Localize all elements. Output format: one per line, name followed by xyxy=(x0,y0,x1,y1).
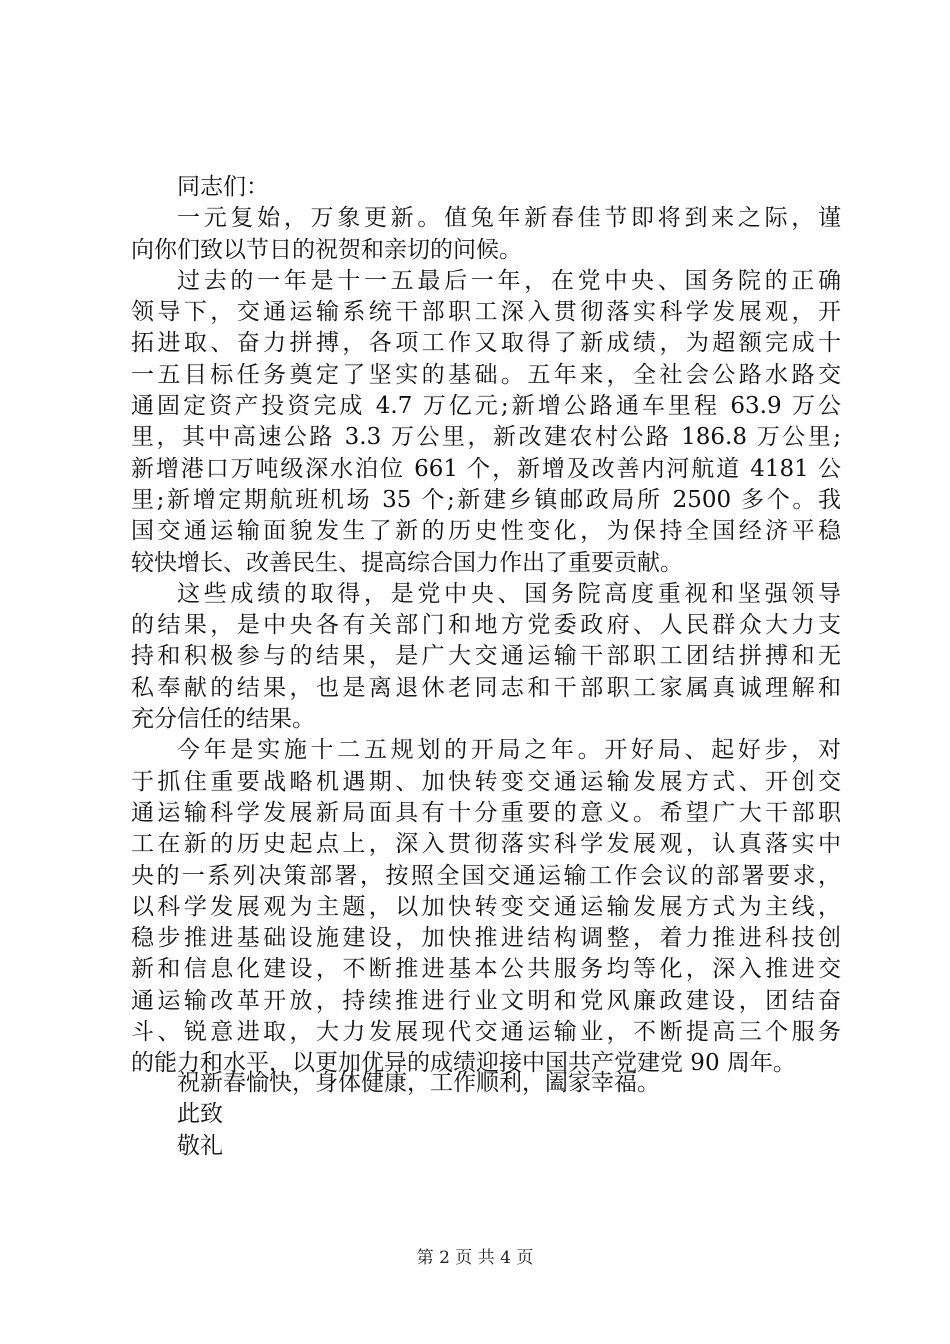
text-line: 工在新的历史起点上，深入贯彻落实科学发展观，认真落实中 xyxy=(131,831,841,858)
text-line: 央的一系列决策部署，按照全国交通运输工作会议的部署要求， xyxy=(131,862,841,889)
text-line: 里，其中高速公路 3.3 万公里，新改建农村公路 186.8 万公里; xyxy=(131,424,841,451)
letter-body xyxy=(131,172,841,1080)
text-line: 充分信任的结果。 xyxy=(131,706,315,733)
text-line: 国交通运输面貌发生了新的历史性变化，为保持全国经济平稳 xyxy=(131,518,841,545)
text-line: 今年是实施十二五规划的开局之年。开好局、起好步，对 xyxy=(177,737,841,764)
text-line: 里;新增定期航班机场 35 个;新建乡镇邮政局所 2500 多个。我 xyxy=(131,486,841,513)
text-line: 通固定资产投资完成 4.7 万亿元;新增公路通车里程 63.9 万公 xyxy=(131,393,841,420)
text-line: 一元复始，万象更新。值兔年新春佳节即将到来之际，谨 xyxy=(177,205,841,232)
greeting: 同志们： xyxy=(177,174,269,200)
closing-block xyxy=(177,1068,660,1162)
text-line: 较快增长、改善民生、提高综合国力作出了重要贡献。 xyxy=(131,549,683,576)
text-line: 新增港口万吨级深水泊位 661 个，新增及改善内河航道 4181 公 xyxy=(131,455,841,482)
text-line: 的结果，是中央各有关部门和地方党委政府、人民群众大力支 xyxy=(131,612,841,639)
page-number-footer: 第 2 页 共 4 页 xyxy=(416,1248,534,1268)
text-line: 过去的一年是十一五最后一年，在党中央、国务院的正确 xyxy=(177,267,841,294)
text-line: 通运输改革开放，持续推进行业文明和党风廉政建设，团结奋 xyxy=(131,987,841,1014)
paragraph-2 xyxy=(131,266,841,579)
text-line: 于抓住重要战略机遇期、加快转变交通运输发展方式、开创交 xyxy=(131,768,841,795)
closing-wishes: 祝新春愉快，身体健康，工作顺利，阖家幸福。 xyxy=(177,1070,660,1096)
text-line: 持和积极参与的结果，是广大交通运输干部职工团结拼搏和无 xyxy=(131,643,841,670)
text-line: 以科学发展观为主题，以加快转变交通运输发展方式为主线， xyxy=(131,893,841,920)
text-line: 领导下，交通运输系统干部职工深入贯彻落实科学发展观，开 xyxy=(131,299,841,326)
text-line: 私奉献的结果，也是离退休老同志和干部职工家属真诚理解和 xyxy=(131,674,841,701)
text-line: 斗、锐意进取，大力发展现代交通运输业，不断提高三个服务 xyxy=(131,1019,841,1046)
text-line: 的能力和水平，以更加优异的成绩迎接中国共产党建党 90 周年。 xyxy=(131,1050,796,1077)
text-line: 通运输科学发展新局面具有十分重要的意义。希望广大干部职 xyxy=(131,799,841,826)
text-line: 稳步推进基础设施建设，加快推进结构调整，着力推进科技创 xyxy=(131,925,841,952)
paragraph-4 xyxy=(131,735,841,1079)
paragraph-1 xyxy=(131,203,841,266)
text-line: 拓进取、奋力拼搏，各项工作又取得了新成绩，为超额完成十 xyxy=(131,330,841,357)
paragraph-3 xyxy=(131,579,841,735)
closing-salutation: 此致 xyxy=(177,1101,223,1128)
text-line: 向你们致以节日的祝贺和亲切的问候。 xyxy=(131,236,522,263)
text-line: 这些成绩的取得，是党中央、国务院高度重视和坚强领导 xyxy=(177,580,841,607)
text-line: 新和信息化建设，不断推进基本公共服务均等化，深入推进交 xyxy=(131,956,841,983)
closing-regards: 敬礼 xyxy=(177,1132,223,1159)
text-line: 一五目标任务奠定了坚实的基础。五年来，全社会公路水路交 xyxy=(131,361,841,388)
